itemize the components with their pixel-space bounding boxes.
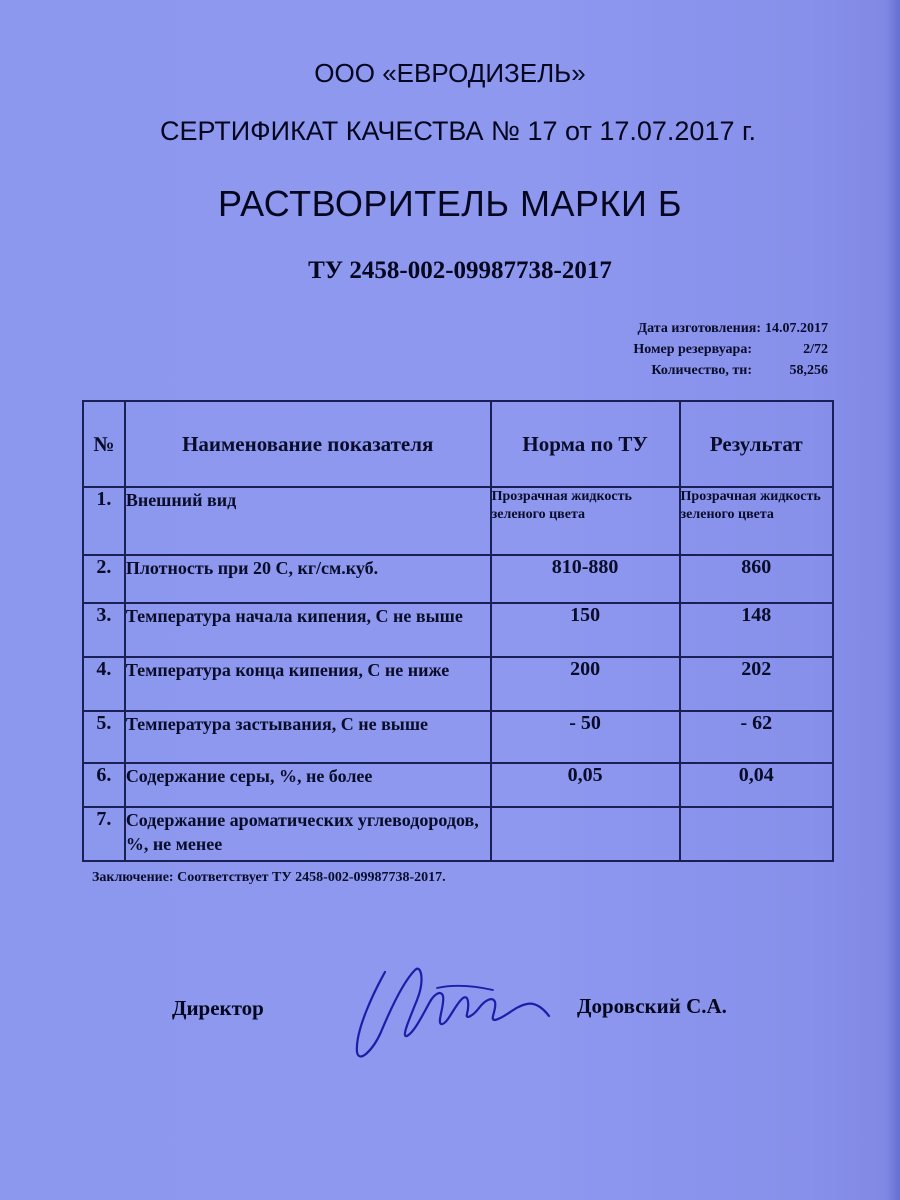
handwritten-signature — [345, 960, 555, 1070]
quality-table — [82, 400, 834, 862]
tu-number: ТУ 2458-002-09987738-2017 — [308, 257, 612, 284]
row-result: - 62 — [680, 711, 833, 763]
tank-number-label: Номер резервуара: — [633, 342, 752, 357]
table-header-row — [83, 401, 833, 487]
row-norm — [491, 807, 680, 861]
row-norm: - 50 — [491, 711, 680, 763]
signature-stroke-mid — [431, 993, 479, 1024]
paper-edge-shadow — [886, 0, 900, 1200]
table-row — [83, 711, 833, 763]
director-name: Доровский С.А. — [577, 994, 727, 1018]
row-parameter: Температура застывания, С не выше — [125, 711, 491, 763]
table-row — [83, 657, 833, 711]
row-result: 202 — [680, 657, 833, 711]
header-parameter: Наименование показателя — [125, 401, 491, 487]
quantity-row — [633, 360, 828, 381]
product-title: РАСТВОРИТЕЛЬ МАРКИ Б — [217, 183, 683, 224]
conclusion-text: Заключение: Соответствует ТУ 2458-002-09987738-2017. — [92, 870, 446, 885]
header-norm: Норма по ТУ — [491, 401, 680, 487]
table-row — [83, 763, 833, 807]
row-number: 5. — [83, 711, 125, 763]
signature-stroke-tail — [479, 999, 549, 1020]
manufacture-date-label: Дата изготовления: — [637, 321, 761, 336]
table-row — [83, 603, 833, 657]
row-norm: Прозрачная жидкость зеленого цвета — [491, 487, 680, 555]
row-parameter: Содержание ароматических углеводородов, %, не менее — [125, 807, 491, 861]
row-number: 4. — [83, 657, 125, 711]
row-result: 0,04 — [680, 763, 833, 807]
row-parameter: Температура начала кипения, С не выше — [125, 603, 491, 657]
table-row — [83, 487, 833, 555]
row-parameter: Содержание серы, %, не более — [125, 763, 491, 807]
row-result: 148 — [680, 603, 833, 657]
row-number: 3. — [83, 603, 125, 657]
row-parameter: Температура конца кипения, С не ниже — [125, 657, 491, 711]
table-row — [83, 555, 833, 603]
header-num: № — [83, 401, 125, 487]
signature-stroke-bar — [437, 986, 493, 990]
row-result: 860 — [680, 555, 833, 603]
quantity-value: 58,256 — [789, 363, 828, 378]
row-norm: 150 — [491, 603, 680, 657]
row-norm: 200 — [491, 657, 680, 711]
row-norm: 810-880 — [491, 555, 680, 603]
tank-number-value: 2/72 — [803, 342, 828, 357]
manufacture-date-value: 14.07.2017 — [765, 321, 828, 336]
row-result: Прозрачная жидкость зеленого цвета — [680, 487, 833, 555]
table-row — [83, 807, 833, 861]
company-name: ООО «ЕВРОДИЗЕЛЬ» — [314, 58, 586, 88]
director-label: Директор — [172, 996, 264, 1020]
signature-stroke-loop — [357, 969, 431, 1057]
row-norm: 0,05 — [491, 763, 680, 807]
row-number: 2. — [83, 555, 125, 603]
manufacture-date-row — [633, 318, 828, 339]
row-number: 6. — [83, 763, 125, 807]
row-result — [680, 807, 833, 861]
row-number: 1. — [83, 487, 125, 555]
tank-number-row — [633, 339, 828, 360]
row-number: 7. — [83, 807, 125, 861]
batch-meta — [633, 318, 828, 381]
quantity-label: Количество, тн: — [651, 363, 752, 378]
header-result: Результат — [680, 401, 833, 487]
row-parameter: Плотность при 20 С, кг/см.куб. — [125, 555, 491, 603]
row-parameter: Внешний вид — [125, 487, 491, 555]
certificate-title: СЕРТИФИКАТ КАЧЕСТВА № 17 от 17.07.2017 г. — [159, 116, 757, 146]
